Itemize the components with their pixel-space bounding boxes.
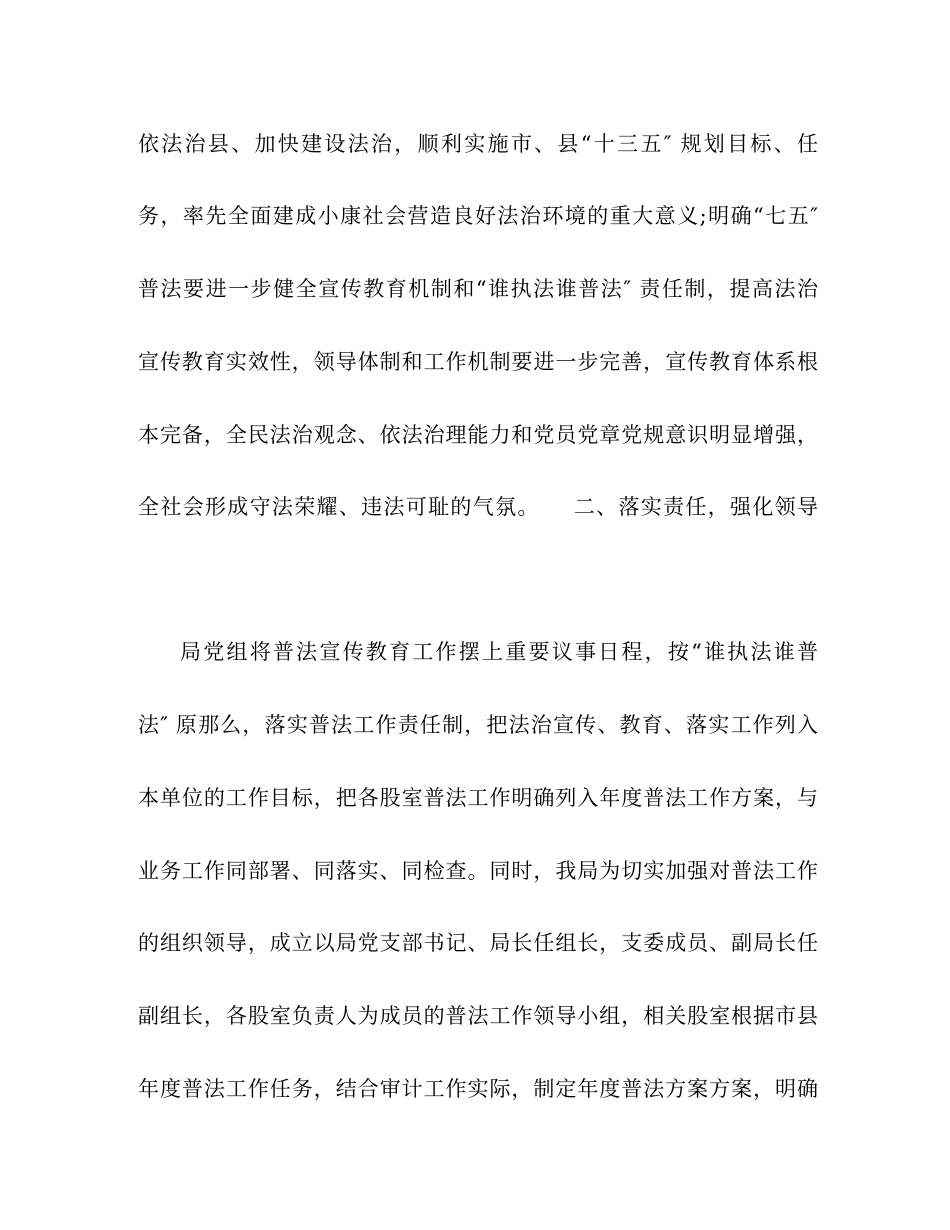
text-line-11: 的组织领导，成立以局党支部书记、局长任组长，支委成员、副局长任	[138, 931, 818, 955]
text-line-5: 本完备，全民法治观念、依法治理能力和党员党章党规意识明显增强，	[138, 423, 818, 447]
text-line-13: 年度普法工作任务，结合审计工作实际，制定年度普法方案方案，明确	[138, 1077, 818, 1101]
paragraph-first-line: 局党组将普法宣传教育工作摆上重要议事日程，按“谁执法谁普	[180, 640, 818, 664]
text-line-8: 法″ 原那么，落实普法工作责任制，把法治宣传、教育、落实工作列入	[138, 713, 818, 737]
text-line-10: 业务工作同部署、同落实、同检查。同时，我局为切实加强对普法工作	[138, 859, 818, 883]
text-line-4: 宣传教育实效性，领导体制和工作机制要进一步完善，宣传教育体系根	[138, 350, 818, 374]
text-line-12: 副组长，各股室负责人为成员的普法工作领导小组，相关股室根据市县	[138, 1004, 818, 1028]
text-line-9: 本单位的工作目标，把各股室普法工作明确列入年度普法工作方案，与	[138, 786, 818, 810]
text-line-6: 全社会形成守法荣耀、违法可耻的气氛。 二、落实责任，强化领导	[138, 495, 818, 519]
text-line-3: 普法要进一步健全宣传教育机制和“谁执法谁普法″ 责任制，提高法治	[138, 277, 818, 301]
text-line-2: 务，率先全面建成小康社会营造良好法治环境的重大意义;明确“七五″	[138, 204, 818, 228]
text-line-1: 依法治县、加快建设法治，顺利实施市、县“十三五″ 规划目标、任	[138, 132, 818, 156]
